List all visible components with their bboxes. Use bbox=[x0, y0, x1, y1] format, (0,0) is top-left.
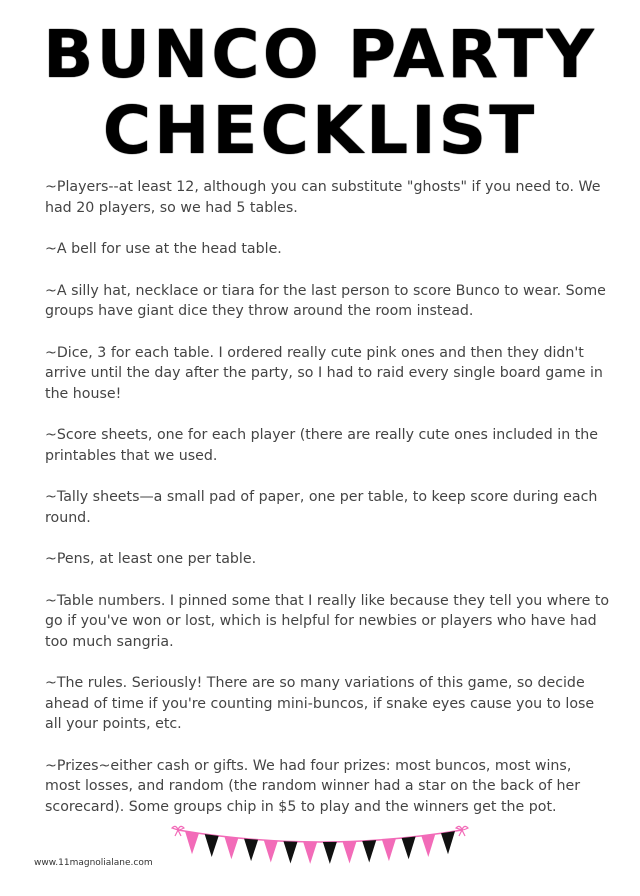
checklist bbox=[45, 177, 610, 838]
bunting-flag bbox=[402, 837, 416, 860]
bunting-flag bbox=[185, 831, 199, 854]
checklist-item-pens: ~Pens, at least one per table. bbox=[45, 551, 257, 567]
page-title bbox=[0, 16, 640, 169]
checklist-item-rules: ~The rules. Seriously! There are so many variations of this game, so decide ahead of time if you're counting mini-buncos, if snake eyes cause you to lose all your points, etc. bbox=[45, 675, 595, 732]
bunting-flag bbox=[303, 842, 317, 864]
title-line-1: BUNCO PARTY bbox=[43, 16, 597, 93]
bunting-flag bbox=[421, 834, 435, 857]
bunting-flag bbox=[323, 842, 337, 864]
bunting-flag bbox=[382, 839, 396, 862]
checklist-item-score-sheets: ~Score sheets, one for each player (there are really cute ones included in the printables that we used. bbox=[45, 427, 599, 464]
bunting-flag bbox=[264, 840, 278, 862]
title-line-2: CHECKLIST bbox=[102, 92, 538, 169]
bunting-flag bbox=[362, 840, 376, 862]
footer-url: www.11magnolialane.com bbox=[34, 858, 153, 868]
checklist-item-table-numbers: ~Table numbers. I pinned some that I really like because they tell you where to go if you've won or lost, which is helpful for newbies or players who have had too much sangria. bbox=[45, 592, 610, 650]
bunting-flag bbox=[244, 839, 258, 862]
checklist-item-dice: ~Dice, 3 for each table. I ordered really cute pink ones and then they didn't arrive until the day after the party, so I had to raid every single board game in the house! bbox=[45, 344, 603, 402]
checklist-item-prizes: ~Prizes~either cash or gifts. We had four prizes: most buncos, most wins, most losses, and random (the random winner had a star on the back of her scorecard). Some groups chip in $5 to play and the winners get the pot. bbox=[45, 757, 581, 815]
bunting-flag bbox=[283, 841, 297, 863]
bunting-string bbox=[178, 830, 462, 842]
bunting-flag bbox=[205, 834, 219, 857]
bunting-flag bbox=[343, 841, 357, 863]
checklist-item-players: ~Players--at least 12, although you can substitute "ghosts" if you need to. We had 20 players, so we had 5 tables. bbox=[45, 179, 601, 216]
bunting-banner bbox=[170, 822, 470, 882]
checklist-item-silly-hat: ~A silly hat, necklace or tiara for the last person to score Bunco to wear. Some groups have giant dice they throw around the room instead. bbox=[45, 282, 606, 319]
checklist-item-bell: ~A bell for use at the head table. bbox=[45, 241, 282, 257]
bunting-flag bbox=[441, 831, 455, 854]
bunting-flag bbox=[224, 837, 238, 860]
checklist-item-tally-sheets: ~Tally sheets—a small pad of paper, one per table, to keep score during each round. bbox=[45, 489, 598, 526]
